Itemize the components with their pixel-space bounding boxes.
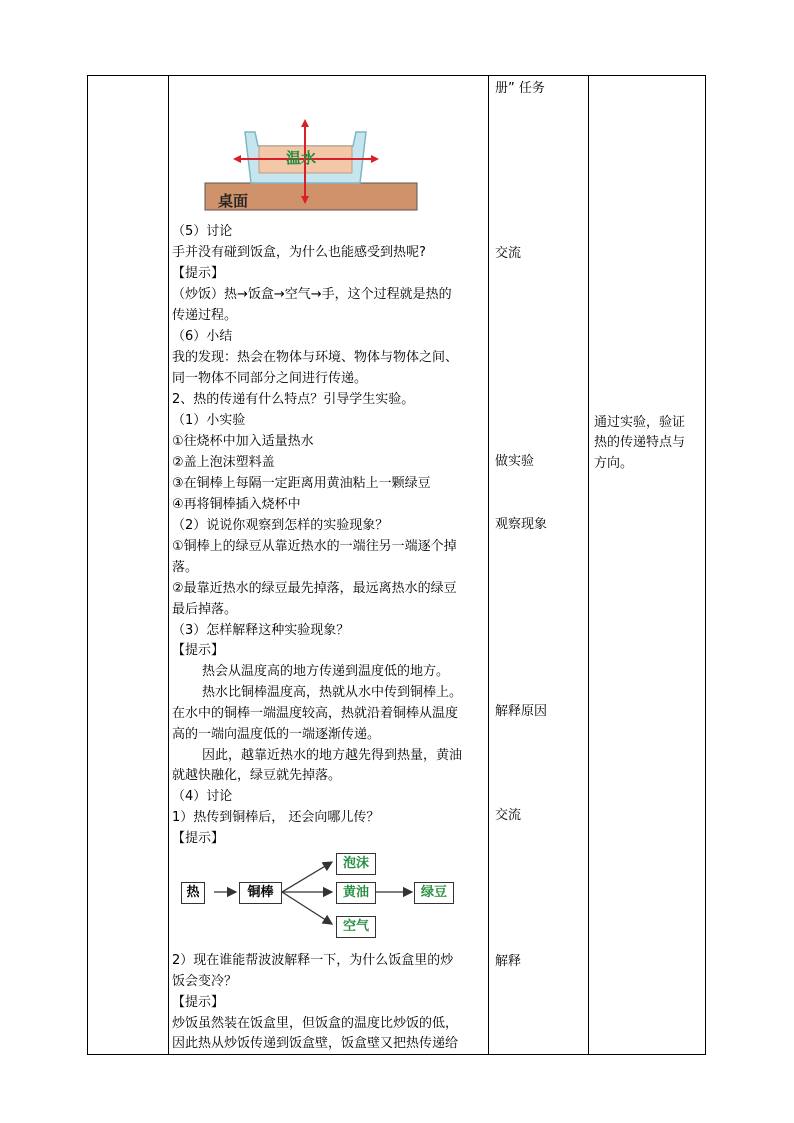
lesson-text-line: 最后掉落。 <box>172 602 238 617</box>
design-intent-text: 方向。 <box>594 456 634 471</box>
lesson-text-line: 在水中的铜棒一端温度较高，热就沿着铜棒从温度 <box>172 706 459 721</box>
arrow-head <box>371 155 379 163</box>
lesson-text-line: （3）怎样解释这种实验现象？ <box>172 623 350 638</box>
lesson-text-line: （5）讨论 <box>172 224 233 239</box>
lesson-text-line: 手并没有碰到饭盒，为什么也能感受到热呢? <box>172 245 426 260</box>
lesson-text-line: 2）现在谁能帮波波解释一下，为什么饭盒里的炒 <box>172 953 454 968</box>
green-bean-box: 绿豆 <box>414 882 454 904</box>
student-activity-text: 做实验 <box>495 454 535 469</box>
lesson-text-line: （2）说说你观察到怎样的实验现象？ <box>172 518 389 533</box>
design-intent-text: 通过实验，验证 <box>594 415 686 430</box>
air-box: 空气 <box>336 916 376 938</box>
lesson-text-line: （炒饭）热→饭盒→空气→手，这个过程就是热的 <box>172 287 452 302</box>
lesson-text-line: 同一物体不同部分之间进行传递。 <box>172 371 368 386</box>
lesson-text-line: 因此热从炒饭传递到饭盒壁，饭盒壁又把热传递给 <box>172 1036 459 1051</box>
student-activity-text: 解释原因 <box>495 704 548 719</box>
copper-rod-box: 铜棒 <box>239 882 282 904</box>
arrow-head <box>301 119 309 127</box>
design-intent-text: 热的传递特点与 <box>594 435 686 450</box>
lesson-text-line: 2、热的传递有什么特点？引导学生实验。 <box>172 392 415 407</box>
student-activity-text: 册” 任务 <box>495 81 545 96</box>
lesson-text-line: 【提示】 <box>172 995 225 1010</box>
lesson-text-line: 高的一端向温度低的一端逐渐传递。 <box>172 727 381 742</box>
lesson-text-line: ②最靠近热水的绿豆最先掉落，最远离热水的绿豆 <box>172 581 457 596</box>
butter-box: 黄油 <box>336 882 376 904</box>
column-divider <box>588 76 589 1054</box>
lesson-text-line: ①铜棒上的绿豆从靠近热水的一端往另一端逐个掉 <box>172 539 457 554</box>
lesson-text-line: 【提示】 <box>172 266 225 281</box>
column-divider <box>168 76 169 1054</box>
lesson-text-line: 炒饭虽然装在饭盒里，但饭盒的温度比炒饭的低， <box>172 1016 459 1031</box>
column-divider <box>488 76 489 1054</box>
student-activity-text: 解释 <box>495 954 522 969</box>
foam-box: 泡沫 <box>336 853 376 875</box>
lesson-text-line: （6）小结 <box>172 329 233 344</box>
lesson-text-line: ②盖上泡沫塑料盖 <box>172 455 275 470</box>
lesson-text-line: 饭会变冷？ <box>172 974 238 989</box>
lesson-text-line: 因此，越靠近热水的地方越先得到热量，黄油 <box>202 748 463 763</box>
warm-water-label: 温水 <box>286 149 317 167</box>
lesson-text-line: （4）讨论 <box>172 789 233 804</box>
lesson-text-line: 我的发现：热会在物体与环境、物体与物体之间、 <box>172 350 459 365</box>
arrow-head <box>233 155 241 163</box>
lesson-text-line: 热会从温度高的地方传递到温度低的地方。 <box>202 664 450 679</box>
student-activity-text: 交流 <box>495 808 522 823</box>
lesson-text-line: 传递过程。 <box>172 308 238 323</box>
lesson-text-line: 就越快融化，绿豆就先掉落。 <box>172 768 342 783</box>
lesson-text-line: 【提示】 <box>172 643 225 658</box>
lesson-table <box>87 75 706 1055</box>
lesson-text-line: （1）小实验 <box>172 413 246 428</box>
lesson-text-line: ①往烧杯中加入适量热水 <box>172 434 314 449</box>
student-activity-text: 观察现象 <box>495 517 548 532</box>
student-activity-text: 交流 <box>495 246 522 261</box>
lesson-text-line: 落。 <box>172 560 199 575</box>
desk-label: 桌面 <box>218 192 249 210</box>
lesson-text-line: 热水比铜棒温度高，热就从水中传到铜棒上。 <box>202 685 463 700</box>
lesson-text-line: ④再将铜棒插入烧杯中 <box>172 497 301 512</box>
lesson-text-line: 【提示】 <box>172 831 225 846</box>
heat-box: 热 <box>181 882 205 904</box>
lesson-text-line: 1）热传到铜棒后， 还会向哪儿传？ <box>172 810 380 825</box>
lesson-text-line: ③在铜棒上每隔一定距离用黄油粘上一颗绿豆 <box>172 476 431 491</box>
